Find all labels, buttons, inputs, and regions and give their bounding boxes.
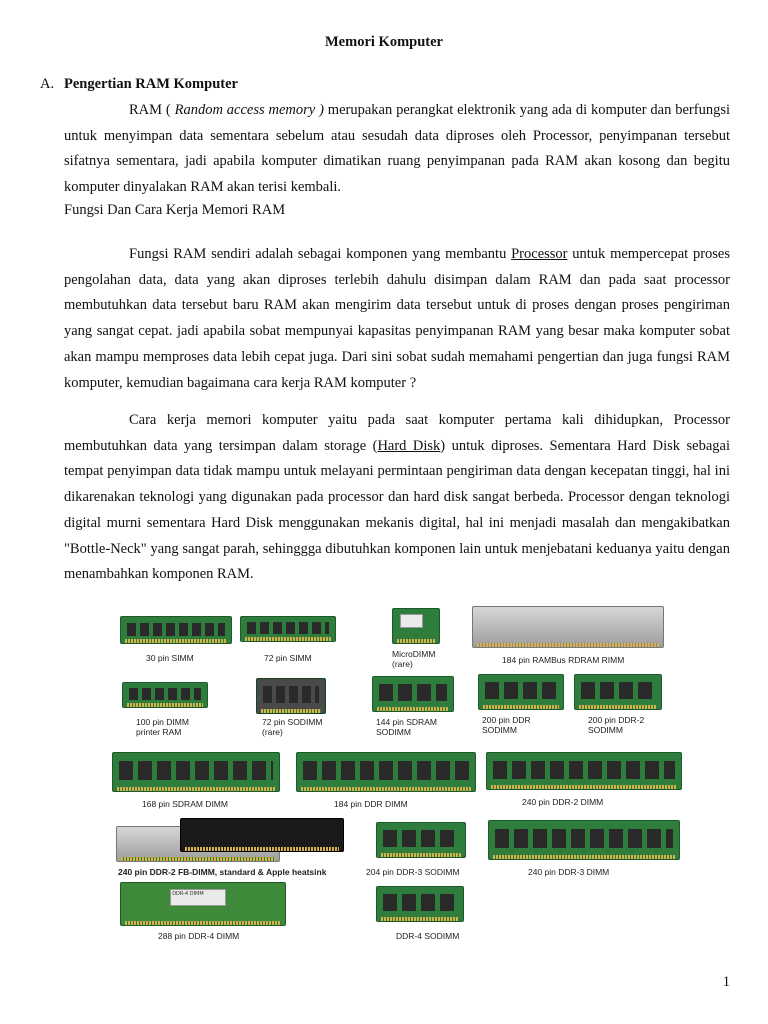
- ram-100pin-dimm: [122, 682, 208, 708]
- document-title: Memori Komputer: [325, 34, 443, 50]
- ram-240pin-ddr3-dimm: [488, 820, 680, 860]
- p1-text-a: RAM (: [129, 102, 175, 118]
- ddr4-sticker: DDR-4 DIMM: [170, 889, 226, 906]
- paragraph-ram-function: [64, 242, 730, 396]
- caption-240pin-ddr2-dimm: 240 pin DDR-2 DIMM: [522, 797, 604, 807]
- ram-184pin-ddr-dimm: [296, 752, 476, 792]
- p1-italic-term: Random access memory ): [174, 102, 324, 118]
- caption-204pin-ddr3-sodimm: 204 pin DDR-3 SODIMM: [366, 867, 460, 877]
- caption-30pin-simm: 30 pin SIMM: [146, 653, 194, 663]
- p2-text-a: Fungsi RAM sendiri adalah sebagai komponen yang membantu: [129, 246, 512, 262]
- ram-288pin-ddr4-dimm: [120, 882, 286, 926]
- paragraph-ram-definition: [64, 98, 730, 201]
- caption-microdimm: MicroDIMM (rare): [392, 649, 436, 669]
- caption-144pin-sodimm: 144 pin SDRAM SODIMM: [376, 717, 437, 737]
- caption-200pin-ddr-sodimm: 200 pin DDR SODIMM: [482, 715, 531, 735]
- p3-text-b: ) untuk diproses. Sementara Hard Disk sebagai tempat penyimpan data tidak mampu untuk melayani permintaan pengiriman data dengan kecepatan tinggi, hal ini dikarenakan teknologi yang digunakan pada processor dan hard disk sangat berbeda. Processor dengan teknologi digital murni sementara Hard Disk menggunakan mekanis digital, hal ini menjadi masalah dan mengakibatkan "Bottle-Neck" yang sangat parah, sehinggga dibutuhkan komponen lain untuk menjebatani keduanya yaitu dengan menambahkan komponen RAM.: [64, 437, 730, 583]
- ram-200pin-ddr2-sodimm: [574, 674, 662, 710]
- hard-disk-link[interactable]: Hard Disk: [377, 437, 441, 454]
- ram-168pin-sdram-dimm: [112, 752, 280, 792]
- ram-200pin-ddr-sodimm: [478, 674, 564, 710]
- caption-184pin-ddr-dimm: 184 pin DDR DIMM: [334, 799, 408, 809]
- processor-link[interactable]: Processor: [511, 246, 568, 262]
- section-heading: [40, 76, 238, 93]
- caption-100pin-dimm: 100 pin DIMM printer RAM: [136, 717, 189, 737]
- ram-30pin-simm: [120, 616, 232, 644]
- caption-rambus-rimm: 184 pin RAMBus RDRAM RIMM: [502, 655, 625, 665]
- section-title: Pengertian RAM Komputer: [64, 76, 238, 92]
- ram-72pin-sodimm: [256, 678, 326, 714]
- ram-72pin-simm: [240, 616, 336, 642]
- ram-fb-dimm-apple: [180, 818, 344, 852]
- caption-fb-dimm: 240 pin DDR-2 FB-DIMM, standard & Apple heatsink: [118, 867, 327, 877]
- ram-ddr4-sodimm: [376, 886, 464, 922]
- section-number: A.: [40, 76, 55, 92]
- ram-types-figure: [110, 604, 690, 942]
- ram-rambus-rimm: [472, 606, 664, 648]
- p1-text-c: merupakan perangkat elektronik yang ada di komputer dan berfungsi untuk menyimpan data sementara sebelum atau sesudah data diproses oleh Processor, penyimpanan tersebut sifatnya sementara, jadi apabila komputer dimatikan ruang penyimpanan pada RAM akan kosong dan begitu komputer dinyalakan RAM akan terisi kembali.: [64, 102, 730, 196]
- ram-144pin-sodimm: [372, 676, 454, 712]
- ram-240pin-ddr2-dimm: [486, 752, 682, 790]
- caption-288pin-ddr4-dimm: 288 pin DDR-4 DIMM: [158, 931, 240, 941]
- caption-72pin-sodimm: 72 pin SODIMM (rare): [262, 717, 323, 737]
- page-number: 1: [722, 974, 730, 990]
- subheading: Fungsi Dan Cara Kerja Memori RAM: [64, 202, 286, 218]
- p2-text-b: untuk mempercepat proses pengolahan data, data yang akan diproses terlebih dahulu disimpan dalam RAM dan pada saat processor membutuhkan data tersebut baru RAM akan mengirim data tersebut untuk di proses dengan proses pengiriman yang sangat cepat. jadi apabila sobat mempunyai kapasitas penyimpanan RAM yang besar maka komputer sobat akan mampu memproses data lebih cepat juga. Dari sini sobat sudah memahami pengertian dan juga fungsi RAM komputer, kemudian bagaimana cara kerja RAM komputer ?: [64, 246, 730, 391]
- p3-text-a: Cara kerja memori komputer yaitu pada saat komputer pertama kali dihidupkan, Processor membutuhkan data yang tersimpan dalam storage (: [64, 412, 730, 454]
- caption-240pin-ddr3-dimm: 240 pin DDR-3 DIMM: [528, 867, 610, 877]
- caption-168pin-sdram-dimm: 168 pin SDRAM DIMM: [142, 799, 228, 809]
- ram-204pin-ddr3-sodimm: [376, 822, 466, 858]
- caption-72pin-simm: 72 pin SIMM: [264, 653, 312, 663]
- ram-microdimm: [392, 608, 440, 644]
- paragraph-ram-working: [64, 408, 730, 588]
- caption-ddr4-sodimm: DDR-4 SODIMM: [396, 931, 460, 941]
- caption-200pin-ddr2-sodimm: 200 pin DDR-2 SODIMM: [588, 715, 645, 735]
